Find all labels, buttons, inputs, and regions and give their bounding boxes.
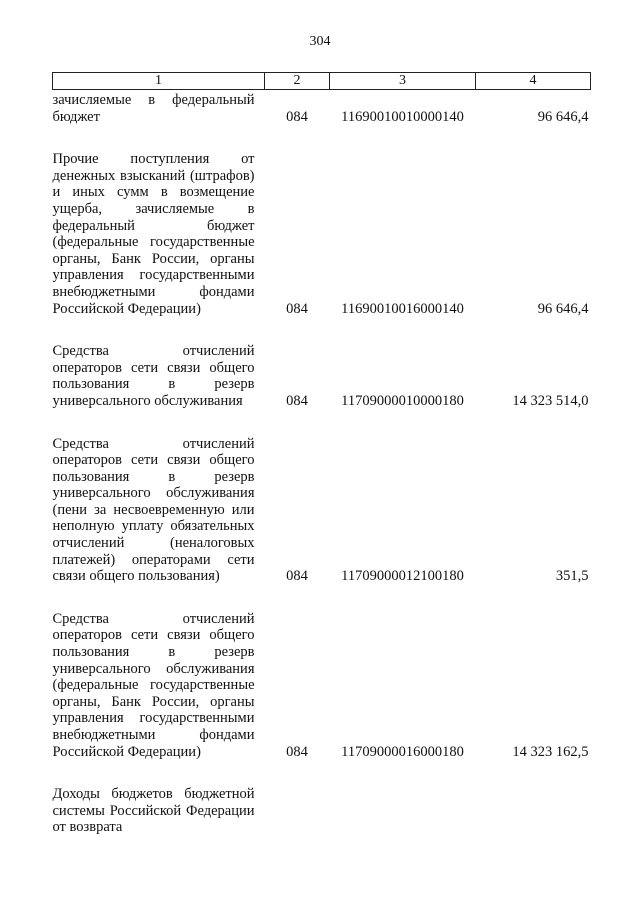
row-admin-code: 084 [286, 108, 308, 125]
row-kbk-code: 11709000010000180 [341, 392, 464, 409]
budget-table [52, 72, 591, 836]
row-description: Средства отчислений операторов сети связи общего пользования в резерв универсального обслуживания (федеральные государственные органы, Банк России, органы управления государственными внебюджетными фондами Российской Федерации) [52, 610, 255, 760]
row-admin-code: 084 [286, 568, 308, 585]
row-description: зачисляемые в федеральный бюджет [52, 92, 255, 125]
row-kbk-code: 11709000016000180 [341, 743, 464, 760]
row-description: Доходы бюджетов бюджетной системы Российской Федерации от возврата [52, 786, 255, 836]
table-header-row [53, 73, 591, 90]
row-description: Прочие поступления от денежных взысканий (штрафов) и иных сумм в возмещение ущерба, зачисляемые в федеральный бюджет (федеральные государственные органы, Банк России, органы управления государственными внебюджетными фондами Российской Федерации) [52, 151, 255, 317]
table-row [53, 760, 591, 836]
table-row [53, 317, 591, 409]
header-col-3: 3 [330, 73, 476, 90]
row-description: Средства отчислений операторов сети связи общего пользования в резерв универсального обслуживания [52, 343, 255, 409]
row-admin-code [265, 760, 330, 836]
row-amount [476, 760, 591, 836]
page-number: 304 [309, 34, 331, 49]
table-row [53, 90, 591, 126]
row-amount: 96 646,4 [537, 300, 589, 317]
row-kbk-code: 11690010010000140 [341, 108, 464, 125]
row-admin-code: 084 [286, 743, 308, 760]
table-row [53, 585, 591, 760]
header-col-1: 1 [53, 73, 265, 90]
row-amount: 14 323 514,0 [512, 392, 589, 409]
row-amount: 96 646,4 [537, 108, 589, 125]
row-description: Средства отчислений операторов сети связи общего пользования в резерв универсального обслуживания (пени за несвоевременную или неполную уплату обязательных отчислений (неналоговых платежей) операторами сети связи общего пользования) [52, 435, 255, 585]
row-amount: 351,5 [555, 568, 589, 585]
row-admin-code: 084 [286, 392, 308, 409]
table-row [53, 410, 591, 585]
row-kbk-code [330, 760, 476, 836]
row-admin-code: 084 [286, 300, 308, 317]
table-row [53, 125, 591, 317]
header-col-4: 4 [476, 73, 591, 90]
row-kbk-code: 11690010016000140 [341, 300, 464, 317]
header-col-2: 2 [265, 73, 330, 90]
row-kbk-code: 11709000012100180 [341, 568, 464, 585]
row-amount: 14 323 162,5 [512, 743, 589, 760]
